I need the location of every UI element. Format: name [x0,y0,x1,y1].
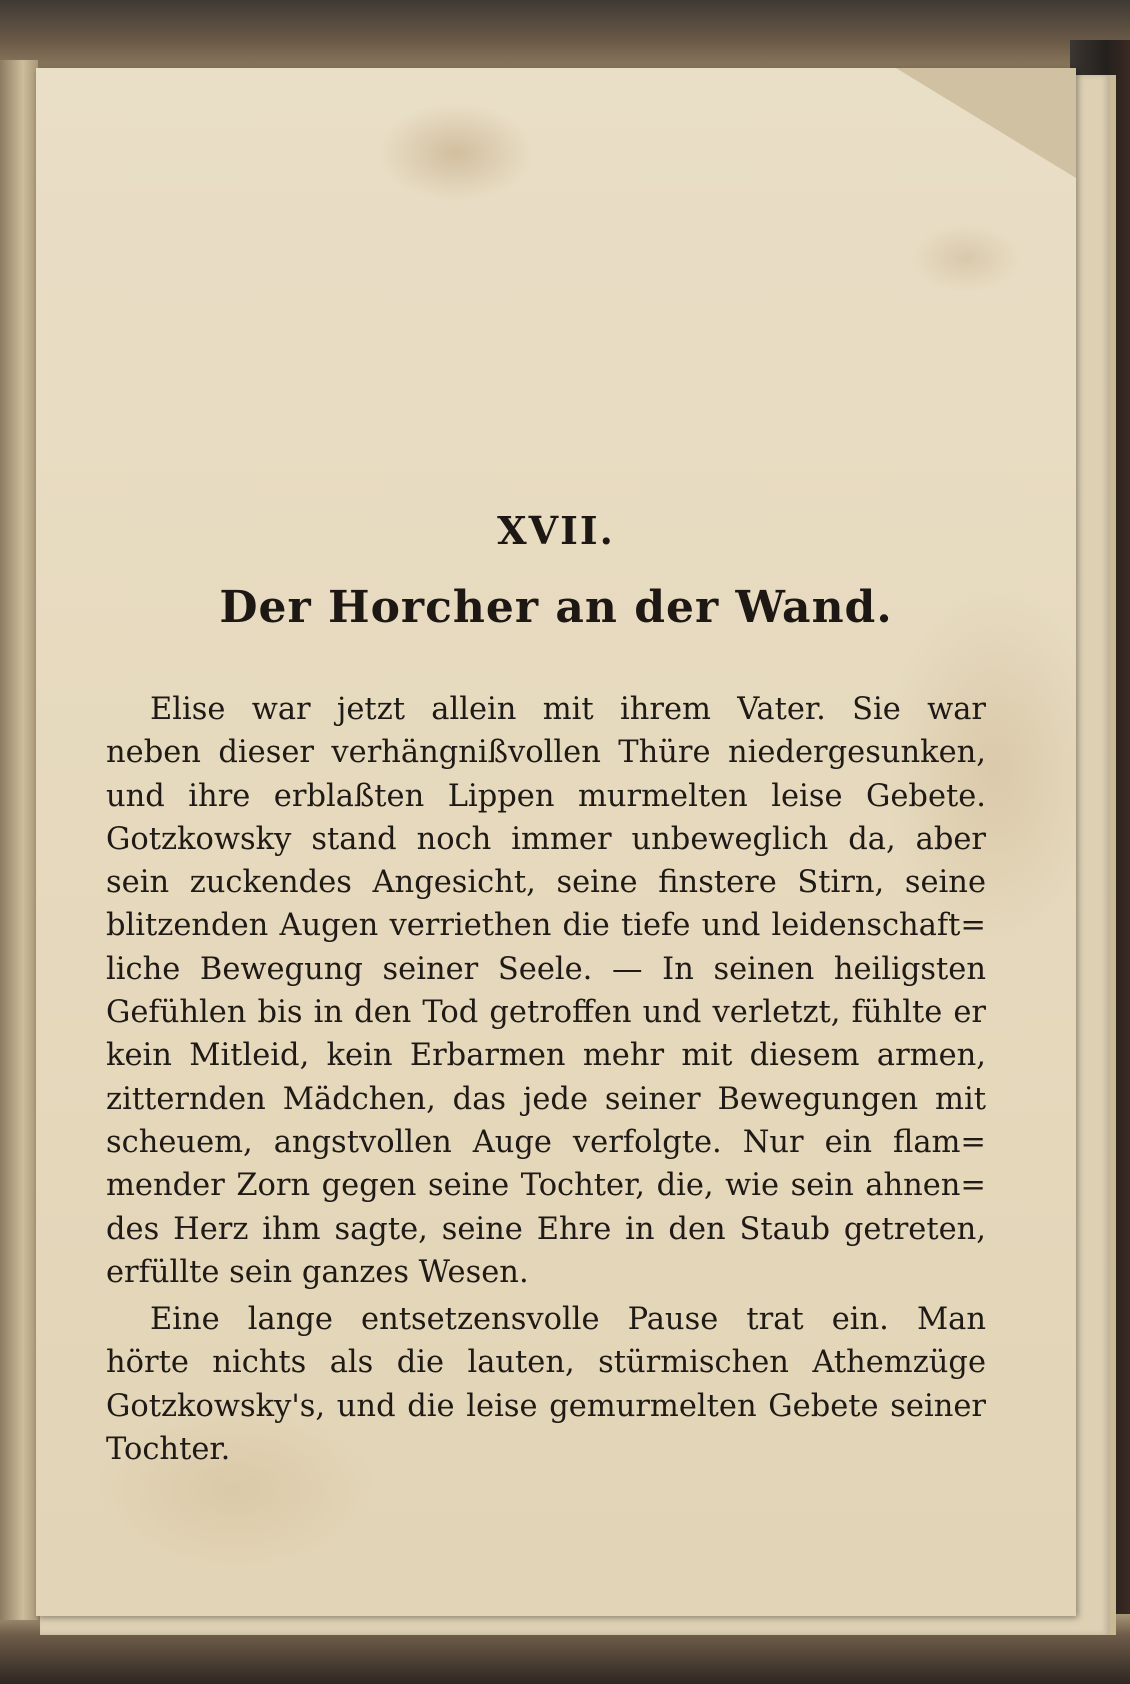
book-spine-edge [0,60,38,1620]
text-line: erfüllte sein ganzes Wesen. [106,1254,529,1290]
chapter-title: Der Horcher an der Wand. [219,582,893,633]
text-line: Gotzkowsky's, und die leise gemurmelten Gebete seiner [106,1388,986,1424]
book-cover-top [0,0,1130,70]
paragraph [106,688,986,1294]
text-line: sein zuckendes Angesicht, seine finstere Stirn, seine [106,865,986,901]
text-line: scheuem, angstvollen Auge verfolgte. Nur ein flam= [106,1124,986,1160]
paragraph [106,1298,986,1471]
text-line: Tochter. [106,1432,231,1468]
text-line: blitzenden Augen verriethen die tiefe und leidenschaft= [106,908,986,944]
text-line: des Herz ihm sagte, seine Ehre in den Staub getreten, [106,1211,986,1247]
text-line: mender Zorn gegen seine Tochter, die, wie sein ahnen= [106,1168,986,1204]
text-line: hörte nichts als die lauten, stürmischen Athemzüge [106,1345,986,1381]
text-line: kein Mitleid, kein Erbarmen mehr mit diesem armen, [106,1038,986,1074]
text-line: Gefühlen bis in den Tod getroffen und verletzt, fühlte er [106,995,986,1031]
text-line: Eine lange entsetzensvolle Pause trat ein. Man [150,1302,986,1338]
text-line: liche Bewegung seiner Seele. — In seinen heiligsten [106,951,986,987]
text-line: neben dieser verhängnißvollen Thüre niedergesunken, [106,735,986,771]
book-page [36,68,1076,1616]
text-line: und ihre erblaßten Lippen murmelten leise Gebete. [106,778,986,814]
text-line: Elise war jetzt allein mit ihrem Vater. Sie war [150,692,986,727]
text-line: Gotzkowsky stand noch immer unbeweglich da, aber [106,821,986,857]
dog-ear-corner [896,68,1076,178]
chapter-number: XVII. [497,508,615,553]
text-line: zitternden Mädchen, das jede seiner Bewegungen mit [106,1081,986,1117]
chapter-body [106,688,986,1471]
